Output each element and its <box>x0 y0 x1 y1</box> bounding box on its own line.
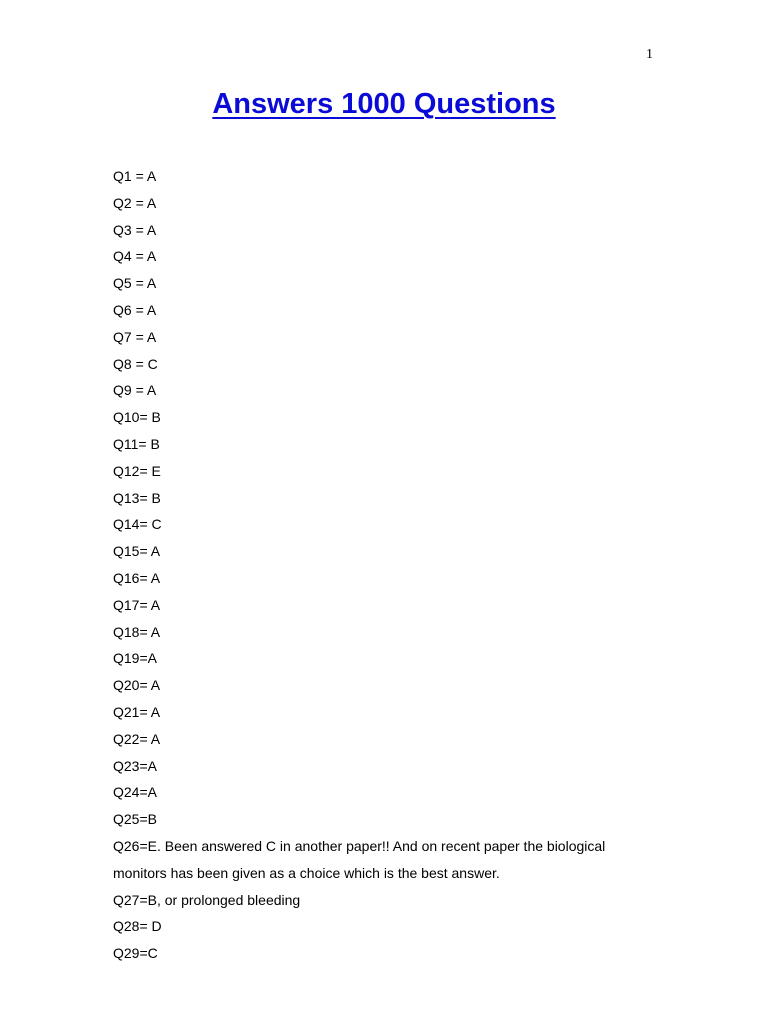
answer-line: Q9 = A <box>113 382 157 399</box>
answer-line: Q21= A <box>113 703 161 720</box>
answer-line: Q14= C <box>113 516 162 533</box>
answer-line: Q1 = A <box>113 168 157 184</box>
answer-line: Q22= A <box>113 730 161 747</box>
answer-list <box>113 163 673 967</box>
answer-line: Q12= E <box>113 462 161 479</box>
answer-line: Q2 = A <box>113 194 157 211</box>
page-number: 1 <box>646 47 653 62</box>
answer-line: Q3 = A <box>113 221 157 238</box>
answer-line: Q7 = A <box>113 328 157 345</box>
answer-line: Q16= A <box>113 569 161 586</box>
answer-line: Q5 = A <box>113 275 157 292</box>
answer-line: Q13= B <box>113 489 161 506</box>
answer-line: Q17= A <box>113 596 161 613</box>
answer-line: Q25=B <box>113 811 157 828</box>
answer-line: Q23=A <box>113 757 157 774</box>
answer-line: Q4 = A <box>113 248 157 265</box>
answer-line: Q8 = C <box>113 355 158 372</box>
answer-line: monitors has been given as a choice which is the best answer. <box>113 864 500 881</box>
answer-line: Q24=A <box>113 784 157 801</box>
answer-line: Q29=C <box>113 945 158 962</box>
answer-line: Q18= A <box>113 623 161 640</box>
answer-line: Q19=A <box>113 650 157 667</box>
answer-line: Q6 = A <box>113 301 157 318</box>
answer-line: Q11= B <box>113 435 160 452</box>
answer-line: Q20= A <box>113 677 161 694</box>
answer-line: Q28= D <box>113 918 162 935</box>
answer-line: Q26=E. Been answered C in another paper!! And on recent paper the biological <box>113 837 606 854</box>
page-title: Answers 1000 Questions <box>212 88 556 120</box>
answer-line: Q27=B, or prolonged bleeding <box>113 891 301 908</box>
answer-line: Q10= B <box>113 409 161 426</box>
answer-line: Q15= A <box>113 543 161 560</box>
